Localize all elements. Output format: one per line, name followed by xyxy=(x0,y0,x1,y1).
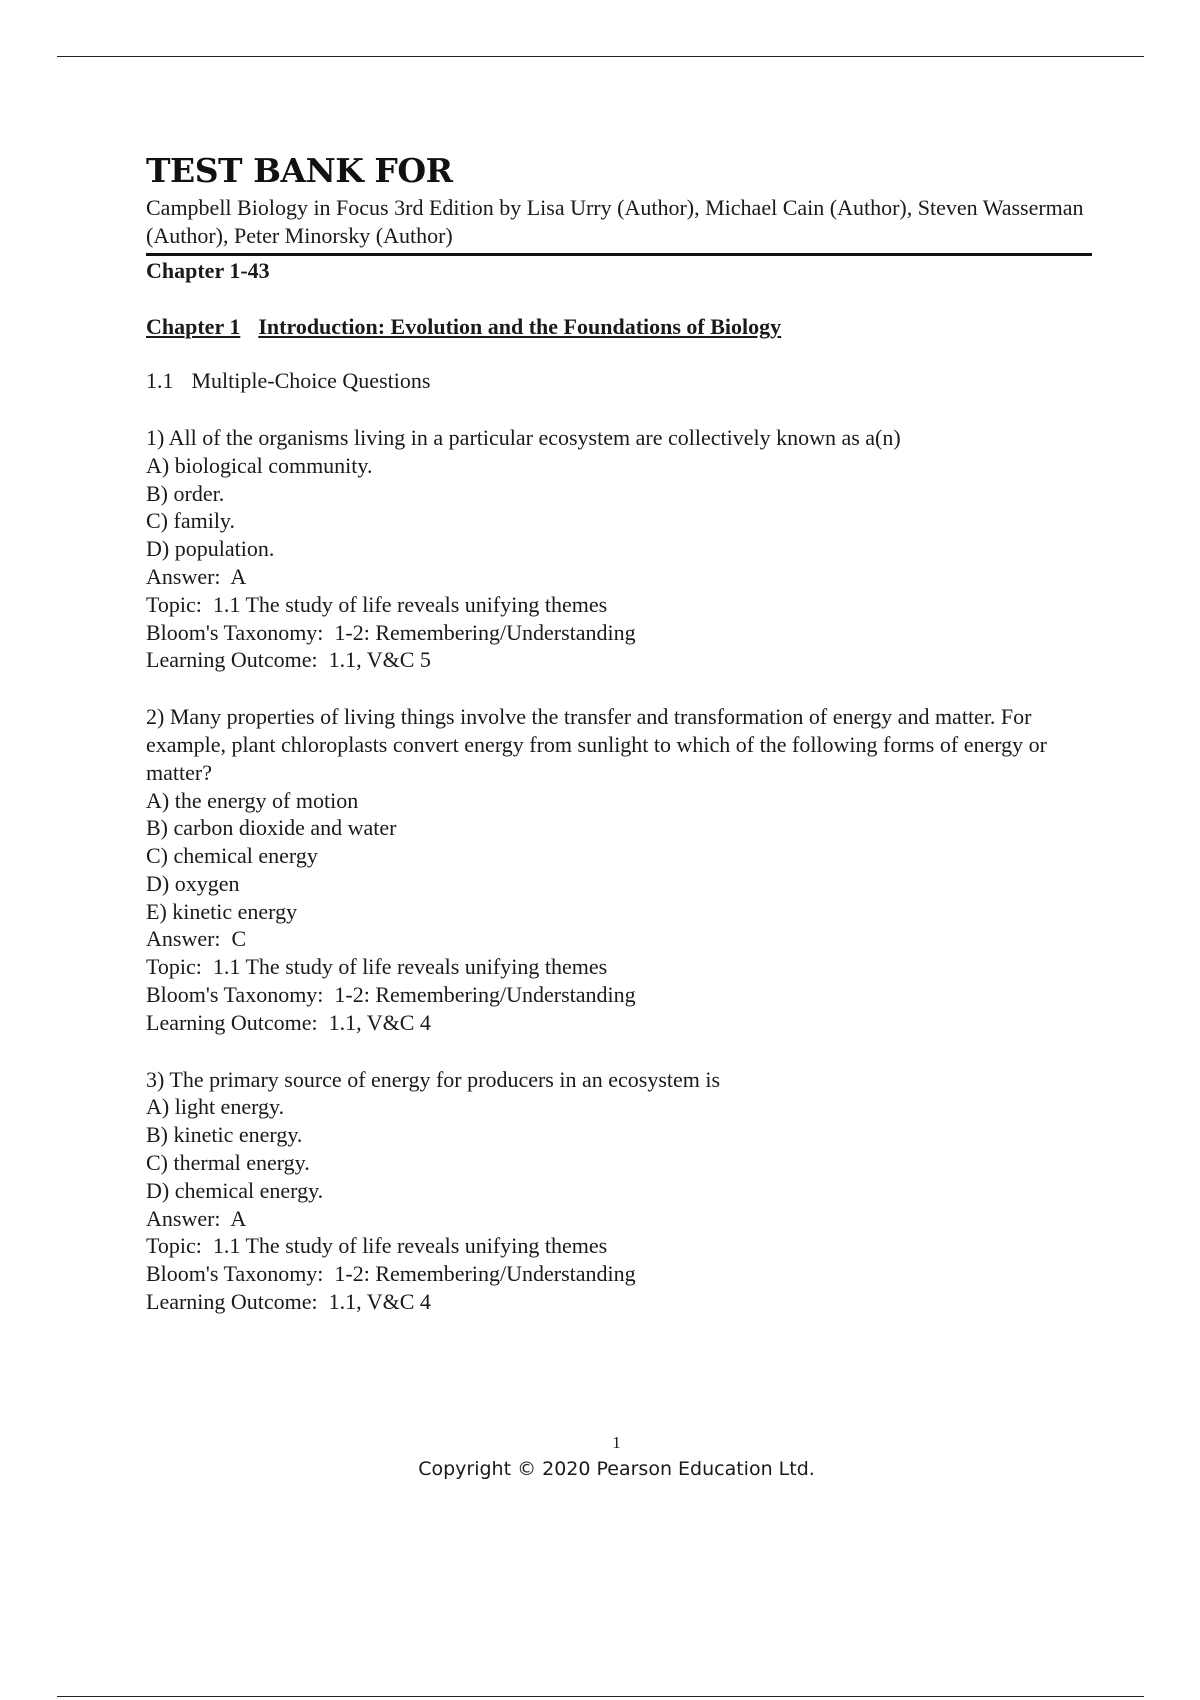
page-heading: TEST BANK FOR xyxy=(146,151,453,190)
learning-outcome: Learning Outcome: 1.1, V&C 5 xyxy=(146,647,431,673)
answer-option: B) carbon dioxide and water xyxy=(146,815,397,841)
question-stem: 3) The primary source of energy for producers in an ecosystem is xyxy=(146,1066,721,1092)
chapter-title xyxy=(146,313,1092,341)
answer-option: C) chemical energy xyxy=(146,843,318,869)
blooms-taxonomy: Bloom's Taxonomy: 1-2: Remembering/Understanding xyxy=(146,619,636,645)
title-divider xyxy=(146,253,1092,256)
learning-outcome: Learning Outcome: 1.1, V&C 4 xyxy=(146,1009,431,1035)
answer-option: C) thermal energy. xyxy=(146,1150,310,1176)
chapter-range: Chapter 1-43 xyxy=(146,257,270,283)
question-topic: Topic: 1.1 The study of life reveals unifying themes xyxy=(146,954,608,980)
answer-key: Answer: A xyxy=(146,1205,247,1231)
question-topic: Topic: 1.1 The study of life reveals unifying themes xyxy=(146,1233,608,1259)
answer-option: D) oxygen xyxy=(146,870,240,896)
question-stem: 1) All of the organisms living in a particular ecosystem are collectively known as a(n) xyxy=(146,424,901,450)
section-name: Multiple-Choice Questions xyxy=(191,367,431,393)
answer-option: D) chemical energy. xyxy=(146,1177,324,1203)
answer-key: Answer: C xyxy=(146,926,247,952)
answer-option: E) kinetic energy xyxy=(146,898,298,924)
section-number: 1.1 xyxy=(146,367,174,393)
answer-option: A) the energy of motion xyxy=(146,787,359,813)
chapter-number: Chapter 1 xyxy=(146,313,241,339)
top-rule xyxy=(57,56,1144,57)
document-body xyxy=(146,152,1092,1316)
chapter-name: Introduction: Evolution and the Foundations of Biology xyxy=(258,313,782,339)
learning-outcome: Learning Outcome: 1.1, V&C 4 xyxy=(146,1289,431,1315)
question-topic: Topic: 1.1 The study of life reveals unifying themes xyxy=(146,591,608,617)
page-footer xyxy=(0,1432,1200,1482)
answer-key: Answer: A xyxy=(146,563,247,589)
copyright-notice: Copyright © 2020 Pearson Education Ltd. xyxy=(418,1458,815,1480)
answer-option: C) family. xyxy=(146,508,235,534)
question-1 xyxy=(146,424,1092,674)
answer-option: A) light energy. xyxy=(146,1094,285,1120)
question-2 xyxy=(146,703,1092,1037)
bottom-rule xyxy=(57,1696,1144,1697)
page-number: 1 xyxy=(612,1433,621,1452)
answer-option: B) order. xyxy=(146,480,225,506)
answer-option: D) population. xyxy=(146,536,275,562)
blooms-taxonomy: Bloom's Taxonomy: 1-2: Remembering/Understanding xyxy=(146,1261,636,1287)
answer-option: A) biological community. xyxy=(146,452,373,478)
section-heading xyxy=(146,367,1092,395)
blooms-taxonomy: Bloom's Taxonomy: 1-2: Remembering/Understanding xyxy=(146,982,636,1008)
book-subtitle: Campbell Biology in Focus 3rd Edition by Lisa Urry (Author), Michael Cain (Author), Steven Wasserman (Author), Peter Minorsky (Author) xyxy=(146,194,1084,248)
question-3 xyxy=(146,1066,1092,1316)
question-stem: 2) Many properties of living things involve the transfer and transformation of energy and matter. For example, plant chloroplasts convert energy from sunlight to which of the following forms of energy or matter? xyxy=(146,704,1053,785)
answer-option: B) kinetic energy. xyxy=(146,1122,303,1148)
